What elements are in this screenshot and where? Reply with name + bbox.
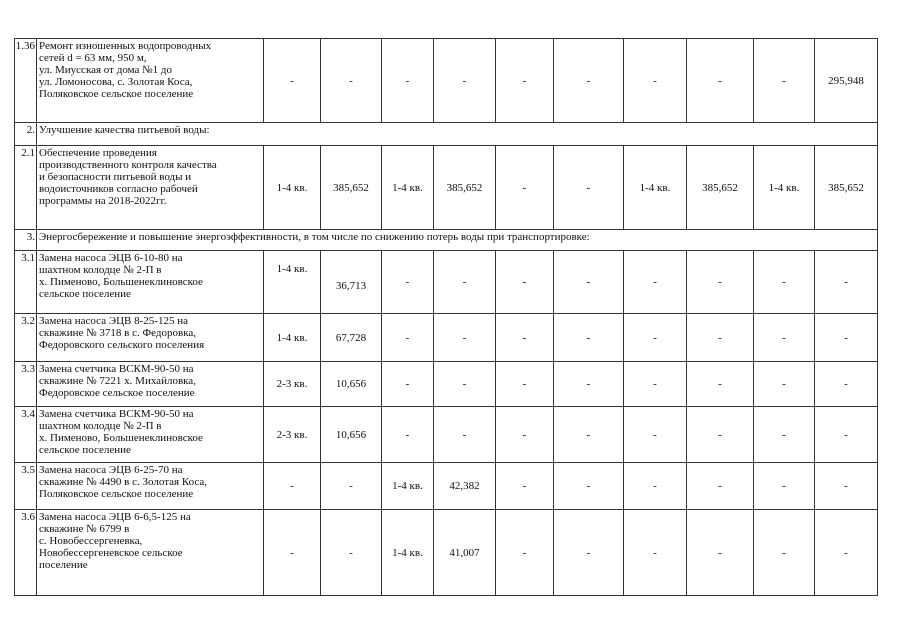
- table-cell: 42,382: [434, 463, 496, 510]
- table-cell: -: [434, 362, 496, 407]
- table-cell: 10,656: [321, 362, 382, 407]
- table-cell: -: [624, 407, 687, 463]
- table-cell: -: [496, 251, 554, 314]
- table-cell: 41,007: [434, 510, 496, 596]
- table-cell: 10,656: [321, 407, 382, 463]
- table-cell: -: [687, 314, 754, 362]
- item-name: Замена насоса ЭЦВ 6-10-80 на шахтном колодце № 2-П в х. Пименово, Большенеклиновское сельское поселение: [37, 251, 264, 314]
- table-cell: 385,652: [434, 146, 496, 230]
- table-cell: -: [264, 463, 321, 510]
- table-cell: 36,713: [321, 251, 382, 314]
- table-cell: -: [321, 39, 382, 123]
- table-cell: -: [434, 39, 496, 123]
- table-cell: 1-4 кв.: [382, 510, 434, 596]
- table-cell: 385,652: [815, 146, 878, 230]
- table-row: [15, 314, 878, 362]
- table-row: [15, 510, 878, 596]
- item-name: Замена насоса ЭЦВ 8-25-125 на скважине № 3718 в с. Федоровка, Федоровского сельского поселения: [37, 314, 264, 362]
- table-cell: -: [754, 251, 815, 314]
- table-cell: -: [624, 510, 687, 596]
- table-cell: -: [754, 407, 815, 463]
- table-cell: 1-4 кв.: [382, 146, 434, 230]
- table-cell: -: [815, 251, 878, 314]
- table-row: [15, 146, 878, 230]
- table-body: [15, 39, 878, 596]
- table-cell: -: [624, 251, 687, 314]
- table-cell: -: [496, 463, 554, 510]
- row-number: 3.: [15, 230, 37, 251]
- table-cell: -: [434, 314, 496, 362]
- item-name: Замена насоса ЭЦВ 6-6,5-125 на скважине № 6799 в с. Новобессергеневка, Новобессергеневское сельское поселение: [37, 510, 264, 596]
- item-name: Обеспечение проведения производственного контроля качества и безопасности питьевой воды и водоисточников согласно рабочей программы на 2018-2022гг.: [37, 146, 264, 230]
- table-cell: 1-4 кв.: [624, 146, 687, 230]
- table-cell: -: [754, 362, 815, 407]
- table-cell: -: [815, 362, 878, 407]
- row-number: 3.4: [15, 407, 37, 463]
- program-table: [14, 38, 878, 596]
- table-cell: -: [554, 463, 624, 510]
- table-cell: -: [754, 510, 815, 596]
- row-number: 3.5: [15, 463, 37, 510]
- table-cell: -: [382, 407, 434, 463]
- table-cell: 385,652: [687, 146, 754, 230]
- table-cell: -: [321, 510, 382, 596]
- table-cell: -: [754, 314, 815, 362]
- table-cell: 1-4 кв.: [264, 146, 321, 230]
- table-cell: -: [624, 314, 687, 362]
- section-row: [15, 230, 878, 251]
- table-cell: 2-3 кв.: [264, 362, 321, 407]
- table-cell: 1-4 кв.: [754, 146, 815, 230]
- section-title: Улучшение качества питьевой воды:: [37, 123, 878, 146]
- table-cell: -: [815, 407, 878, 463]
- table-cell: -: [815, 463, 878, 510]
- table-cell: -: [687, 463, 754, 510]
- table-cell: -: [264, 510, 321, 596]
- table-row: [15, 251, 878, 314]
- table-cell: -: [554, 510, 624, 596]
- table-cell: -: [264, 39, 321, 123]
- table-cell: -: [554, 39, 624, 123]
- table-cell: -: [687, 510, 754, 596]
- table-cell: -: [434, 407, 496, 463]
- row-number: 1.36: [15, 39, 37, 123]
- table-cell: -: [554, 146, 624, 230]
- row-number: 3.6: [15, 510, 37, 596]
- table-cell: -: [687, 39, 754, 123]
- table-cell: 1-4 кв.: [264, 314, 321, 362]
- table-cell: -: [624, 39, 687, 123]
- table-cell: 385,652: [321, 146, 382, 230]
- row-number: 3.2: [15, 314, 37, 362]
- table-cell: -: [554, 251, 624, 314]
- table-cell: -: [496, 510, 554, 596]
- table-cell: -: [496, 407, 554, 463]
- table-row: [15, 463, 878, 510]
- table-cell: -: [554, 314, 624, 362]
- row-number: 3.1: [15, 251, 37, 314]
- table-cell: -: [687, 362, 754, 407]
- row-number: 2.: [15, 123, 37, 146]
- table-cell: -: [434, 251, 496, 314]
- table-row: [15, 362, 878, 407]
- table-row: [15, 39, 878, 123]
- table-cell: 2-3 кв.: [264, 407, 321, 463]
- table-cell: 1-4 кв.: [264, 251, 321, 314]
- table-cell: -: [321, 463, 382, 510]
- item-name: Замена счетчика ВСКМ-90-50 на шахтном колодце № 2-П в х. Пименово, Большенеклиновское сельское поселение: [37, 407, 264, 463]
- table-cell: -: [687, 407, 754, 463]
- table-cell: -: [554, 362, 624, 407]
- section-title: Энергосбережение и повышение энергоэффективности, в том числе по снижению потерь воды при транспортировке:: [37, 230, 878, 251]
- item-name: Ремонт изношенных водопроводных сетей d = 63 мм, 950 м, ул. Миусская от дома №1 до ул. Ломоносова, с. Золотая Коса, Поляковское сельское поселение: [37, 39, 264, 123]
- table-cell: -: [496, 362, 554, 407]
- table-cell: -: [815, 510, 878, 596]
- table-row: [15, 407, 878, 463]
- row-number: 3.3: [15, 362, 37, 407]
- section-row: [15, 123, 878, 146]
- table-cell: -: [496, 146, 554, 230]
- table-cell: -: [754, 463, 815, 510]
- item-name: Замена насоса ЭЦВ 6-25-70 на скважине № 4490 в с. Золотая Коса, Поляковское сельское поселение: [37, 463, 264, 510]
- table-cell: -: [382, 251, 434, 314]
- table-cell: -: [382, 362, 434, 407]
- row-number: 2.1: [15, 146, 37, 230]
- table-cell: -: [754, 39, 815, 123]
- table-cell: -: [554, 407, 624, 463]
- table-cell: -: [624, 463, 687, 510]
- table-cell: 295,948: [815, 39, 878, 123]
- table-cell: -: [815, 314, 878, 362]
- table-cell: 1-4 кв.: [382, 463, 434, 510]
- table-cell: -: [496, 39, 554, 123]
- table-cell: -: [382, 39, 434, 123]
- table-cell: -: [687, 251, 754, 314]
- table-cell: -: [496, 314, 554, 362]
- item-name: Замена счетчика ВСКМ-90-50 на скважине № 7221 х. Михайловка, Федоровское сельское поселение: [37, 362, 264, 407]
- table-cell: 67,728: [321, 314, 382, 362]
- table-cell: -: [382, 314, 434, 362]
- table-cell: -: [624, 362, 687, 407]
